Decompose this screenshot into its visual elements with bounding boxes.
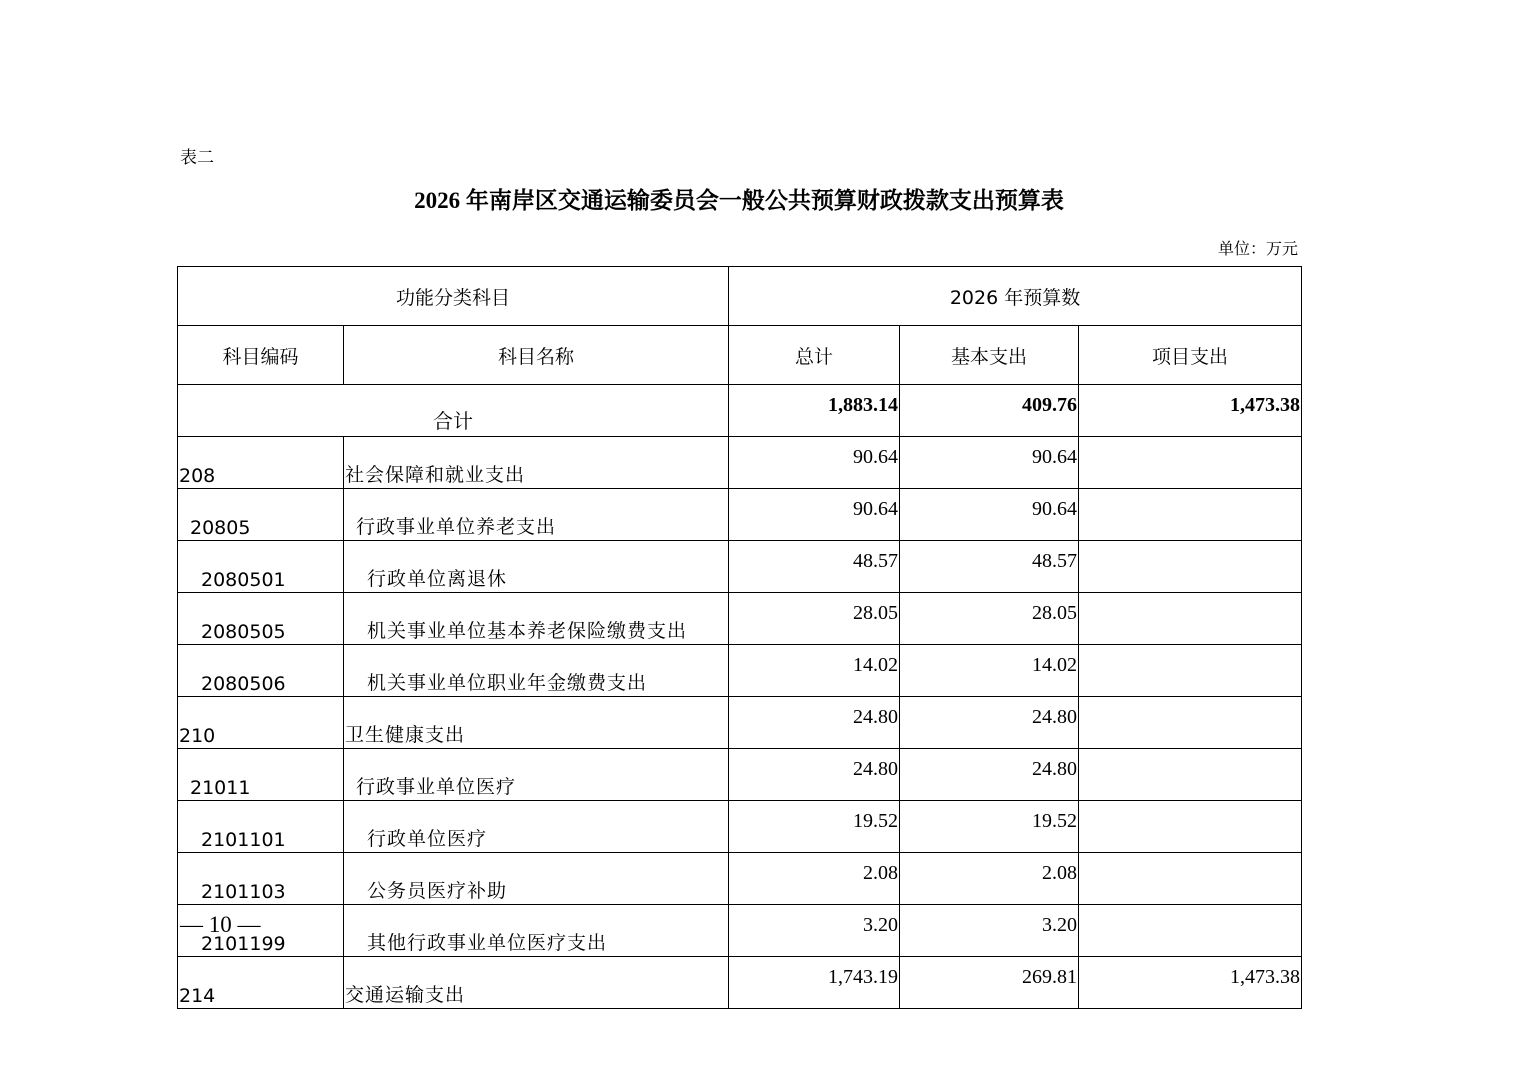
table-row [178,853,1302,905]
row-code: 2101199 [178,905,344,957]
row-basic: 48.57 [900,541,1079,593]
row-total: 2.08 [729,853,900,905]
page-number: — 10 — [180,912,261,937]
row-code: 2101103 [178,853,344,905]
row-name: 机关事业单位基本养老保险缴费支出 [344,593,729,645]
row-project [1079,541,1302,593]
row-project [1079,593,1302,645]
row-name: 卫生健康支出 [344,697,729,749]
row-code: 2080501 [178,541,344,593]
row-code: 20805 [178,489,344,541]
row-basic: 14.02 [900,645,1079,697]
row-basic: 24.80 [900,697,1079,749]
header-row-1 [178,267,1302,326]
row-name: 机关事业单位职业年金缴费支出 [344,645,729,697]
row-basic: 28.05 [900,593,1079,645]
row-project: 1,473.38 [1079,957,1302,1009]
row-basic: 269.81 [900,957,1079,1009]
header-code: 科目编码 [178,326,344,385]
table-label: 表二 [180,148,214,168]
header-basic: 基本支出 [900,326,1079,385]
row-code: 2080506 [178,645,344,697]
row-total: 1,743.19 [729,957,900,1009]
row-total: 24.80 [729,749,900,801]
row-basic: 90.64 [900,437,1079,489]
totals-row [178,385,1302,437]
row-basic: 19.52 [900,801,1079,853]
row-project [1079,645,1302,697]
unit-label: 单位：万元 [1217,239,1298,258]
totals-basic: 409.76 [900,385,1079,437]
row-total: 14.02 [729,645,900,697]
row-basic: 2.08 [900,853,1079,905]
row-code: 208 [178,437,344,489]
table-row [178,801,1302,853]
header-name: 科目名称 [344,326,729,385]
row-project [1079,489,1302,541]
row-project [1079,749,1302,801]
table-row [178,541,1302,593]
row-total: 90.64 [729,437,900,489]
row-name: 行政事业单位养老支出 [344,489,729,541]
table-row [178,697,1302,749]
table-row [178,957,1302,1009]
row-project [1079,697,1302,749]
header-total: 总计 [729,326,900,385]
row-basic: 90.64 [900,489,1079,541]
table-row [178,489,1302,541]
row-name: 社会保障和就业支出 [344,437,729,489]
row-name: 行政单位离退休 [344,541,729,593]
row-total: 3.20 [729,905,900,957]
budget-table [177,266,1302,1009]
row-total: 24.80 [729,697,900,749]
table-row [178,593,1302,645]
row-total: 90.64 [729,489,900,541]
row-code: 21011 [178,749,344,801]
document-title: 2026 年南岸区交通运输委员会一般公共预算财政拨款支出预算表 [414,188,1064,213]
row-total: 48.57 [729,541,900,593]
row-name: 交通运输支出 [344,957,729,1009]
totals-label: 合计 [178,385,729,437]
row-name: 行政事业单位医疗 [344,749,729,801]
header-project: 项目支出 [1079,326,1302,385]
row-basic: 3.20 [900,905,1079,957]
row-name: 其他行政事业单位医疗支出 [344,905,729,957]
row-basic: 24.80 [900,749,1079,801]
table-row [178,749,1302,801]
row-project [1079,905,1302,957]
table-row [178,437,1302,489]
row-code: 2080505 [178,593,344,645]
row-code: 210 [178,697,344,749]
row-total: 28.05 [729,593,900,645]
row-code: 214 [178,957,344,1009]
row-project [1079,801,1302,853]
row-code: 2101101 [178,801,344,853]
header-row-2 [178,326,1302,385]
row-name: 行政单位医疗 [344,801,729,853]
table-row [178,645,1302,697]
header-func-class: 功能分类科目 [178,267,729,326]
header-budget-year: 2026 年预算数 [729,267,1302,326]
totals-project: 1,473.38 [1079,385,1302,437]
row-project [1079,437,1302,489]
row-project [1079,853,1302,905]
row-total: 19.52 [729,801,900,853]
row-name: 公务员医疗补助 [344,853,729,905]
totals-total: 1,883.14 [729,385,900,437]
table-row [178,905,1302,957]
